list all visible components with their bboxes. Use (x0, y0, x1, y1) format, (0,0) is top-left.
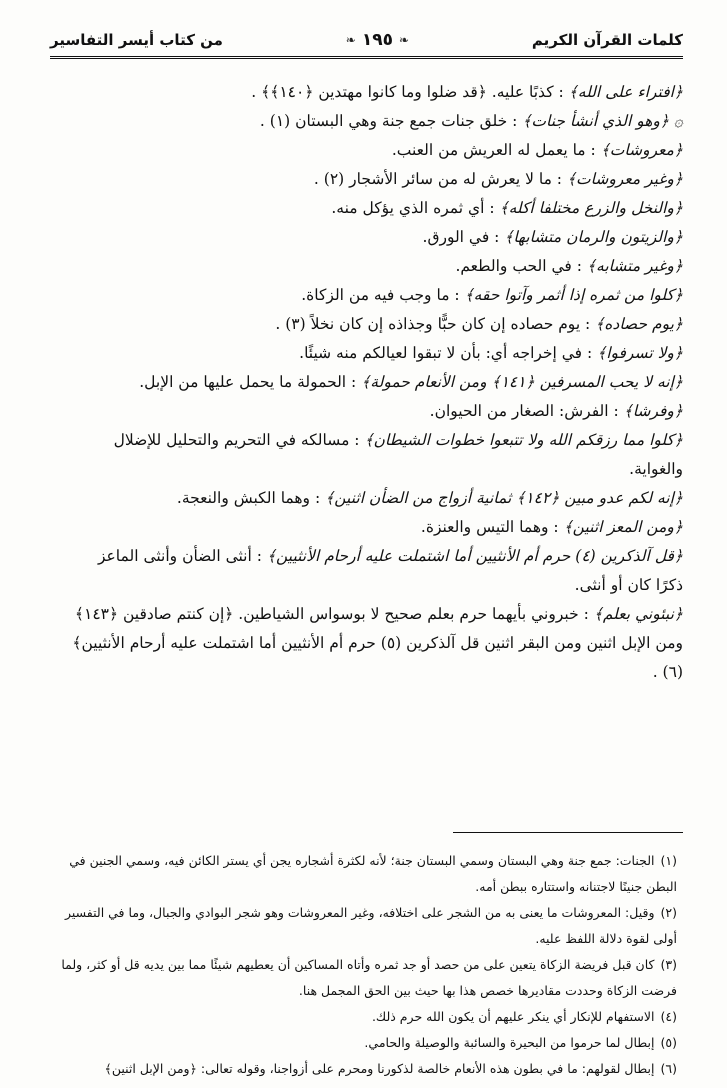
gloss-line (70, 397, 683, 426)
gloss-text: : وهما الكبش والنعجة. (176, 489, 321, 507)
quran-phrase: ﴿والزيتون والرمان متشابها﴾ (504, 228, 683, 246)
footnote (60, 848, 677, 900)
quran-phrase: ﴿وفرشا﴾ (623, 402, 683, 420)
gloss-line (70, 513, 683, 542)
gloss-line (70, 281, 683, 310)
footnote-number: (٥) (660, 1035, 677, 1050)
page-number-block (346, 30, 409, 50)
gloss-line (70, 339, 683, 368)
gloss-text: : في الورق. (422, 228, 500, 246)
footnote-number: (٦) (660, 1061, 677, 1076)
gloss-line (70, 194, 683, 223)
quran-phrase: ﴿يوم حصاده﴾ (595, 315, 683, 333)
quran-phrase: ﴿نبئوني بعلم﴾ (593, 605, 683, 623)
footnote-text: كان قبل فريضة الزكاة يتعين على من حصد أو جد ثمره وأتاه المساكين أن يعطيهم شيئًا مما بين يديه قل أو كثر، ولما فرضت الزكاة وحددت مقاديرها خصص هذا بها حيث بين الحق المجمل هنا. (61, 957, 677, 998)
header-left-title: من كتاب أيسر التفاسير (50, 31, 223, 49)
gloss-line (70, 223, 683, 252)
footnote-text: الاستفهام للإنكار أي ينكر عليهم أن يكون الله حرم ذلك. (371, 1009, 655, 1024)
quran-phrase: ﴿ولا تسرفوا﴾ (597, 344, 683, 362)
quran-phrase: ﴿وغير معروشات﴾ (566, 170, 683, 188)
gloss-text: : ما يعمل له العريش من العنب. (391, 141, 596, 159)
gloss-line (70, 136, 683, 165)
page-header (50, 26, 683, 54)
gloss-text: : كذبًا عليه. ﴿قد ضلوا وما كانوا مهتدين ﴿١٤٠﴾﴾ . (251, 83, 564, 101)
gloss-text: : أنثى الضأن وأنثى الماعز ذكرًا كان أو أنثى. (98, 547, 683, 594)
gloss-text: : في إخراجه أي: بأن لا تبقوا لعيالكم منه شيئًا. (299, 344, 593, 362)
gloss-line (70, 368, 683, 397)
quran-phrase: ﴿قل آلذكرين (٤) حرم أم الأنثيين أما اشتملت عليه أرحام الأنثيين﴾ (266, 547, 683, 565)
ornament-icon: ❧ (398, 33, 410, 47)
gloss-line (70, 310, 683, 339)
quran-phrase: ﴿وغير متشابه﴾ (586, 257, 683, 275)
gloss-line (70, 542, 683, 600)
quran-phrase: ﴿ومن المعز اثنين﴾ (563, 518, 683, 536)
main-text (70, 78, 683, 687)
quran-phrase: ﴿كلوا مما رزقكم الله ولا تتبعوا خطوات الشيطان﴾ (364, 431, 683, 449)
gloss-text: : خلق جنات جمع جنة وهي البستان (١) . (259, 112, 518, 130)
ornament-icon: ❧ (345, 33, 356, 47)
footnote-text: وقيل: المعروشات ما يعنى به من الشجر على اختلافه، وغير المعروشات وهو شجر البوادي والجبال، وما في التفسير أولى لقوة دلالة اللفظ عليه. (64, 905, 677, 946)
gloss-text: : ما وجب فيه من الزكاة. (301, 286, 460, 304)
gloss-line (70, 600, 683, 687)
gloss-text: : وهما التيس والعنزة. (420, 518, 559, 536)
footnote-number: (٢) (660, 905, 677, 920)
gloss-line (70, 426, 683, 484)
gloss-line (70, 78, 683, 107)
footnote-text: إبطال لما حرموا من البحيرة والسائبة والوصيلة والحامي. (364, 1035, 655, 1050)
gloss-text: : الفرش: الصغار من الحيوان. (429, 402, 619, 420)
gloss-text: : خبروني بأيهما حرم بعلم صحيح لا بوسواس الشياطين. ﴿إن كنتم صادقين ﴿١٤٣﴾ ومن الإبل اثنين ومن البقر اثنين قل آلذكرين (٥) حرم أم الأنثيين أما اشتملت عليه أرحام الأنثيين﴾ (٦) . (72, 605, 683, 681)
quran-phrase: ﴿والنخل والزرع مختلفا أكله﴾ (499, 199, 683, 217)
footnote-number: (٤) (660, 1009, 677, 1024)
gloss-line (70, 252, 683, 281)
gloss-text: : الحمولة ما يحمل عليها من الإبل. (139, 373, 357, 391)
quran-phrase: ۞ ﴿وهو الذي أنشأ جنات﴾ (522, 112, 683, 130)
gloss-line (70, 484, 683, 513)
gloss-line (70, 107, 683, 136)
quran-phrase: ﴿افتراء على الله﴾ (568, 83, 683, 101)
gloss-text: : أي ثمره الذي يؤكل منه. (331, 199, 495, 217)
footnote-rule (453, 832, 683, 833)
footnote-text: إبطال لقولهم: ما في بطون هذه الأنعام خالصة لذكورنا ومحرم على أزواجنا، وقوله تعالى: ﴿ومن الإبل اثنين﴾ (104, 1061, 655, 1076)
footnote-text: الجنات: جمع جنة وهي البستان وسمي البستان جنة؛ لأنه لكثرة أشجاره يجن أي يستر الكائن فيه، وسمي الجنين في البطن جنينًا لاجتنانه واستتاره ببطن أمه. (69, 853, 677, 894)
gloss-text: : في الحب والطعم. (455, 257, 582, 275)
footnotes (60, 848, 677, 1082)
gloss-text: : ما لا يعرش له من سائر الأشجار (٢) . (313, 170, 563, 188)
gloss-line (70, 165, 683, 194)
footnote (60, 1004, 677, 1030)
quran-phrase: ﴿إنه لكم عدو مبين ﴿١٤٢﴾ ثمانية أزواج من الضأن اثنين﴾ (325, 489, 683, 507)
quran-phrase: ﴿كلوا من ثمره إذا أثمر وآتوا حقه﴾ (464, 286, 683, 304)
footnote-number: (١) (660, 853, 677, 868)
footnote (60, 900, 677, 952)
header-right-title: كلمات القرآن الكريم (531, 31, 683, 49)
footnote-number: (٣) (660, 957, 677, 972)
gloss-text: : مسالكه في التحريم والتحليل للإضلال والغواية. (113, 431, 683, 478)
gloss-text: : يوم حصاده إن كان حبًّا وجذاذه إن كان نخلاً (٣) . (275, 315, 591, 333)
quran-phrase: ﴿إنه لا يحب المسرفين ﴿١٤١﴾ ومن الأنعام حمولة﴾ (361, 373, 683, 391)
header-rule (50, 56, 683, 59)
footnote (60, 952, 677, 1004)
quran-phrase: ﴿معروشات﴾ (600, 141, 683, 159)
footnote (60, 1056, 677, 1082)
footnote (60, 1030, 677, 1056)
page-number: ١٩٥ (361, 30, 393, 50)
